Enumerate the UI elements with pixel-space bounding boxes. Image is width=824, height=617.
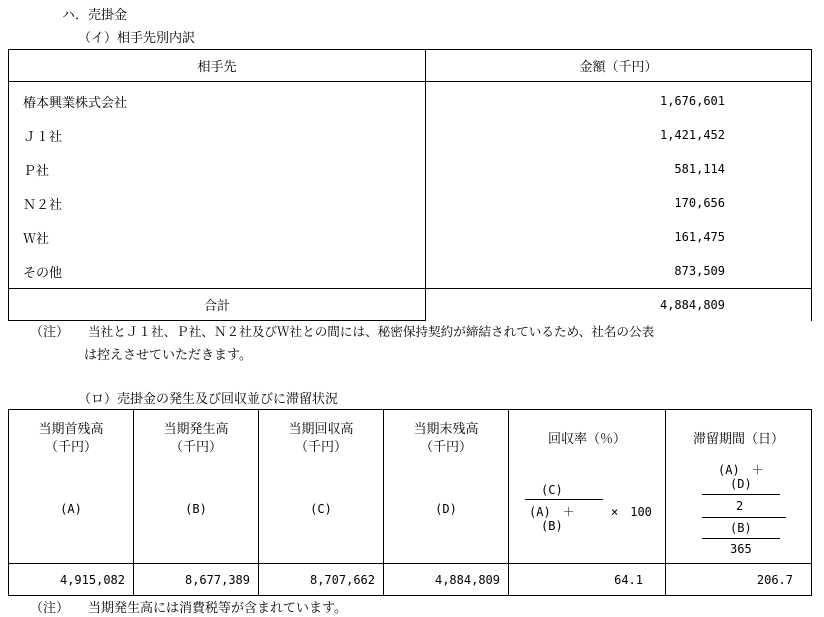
table-row xyxy=(9,186,812,220)
fraction-line xyxy=(702,494,780,495)
customer-name: その他 xyxy=(9,254,426,289)
collection-rate-cell xyxy=(509,410,666,564)
code-b: (B) xyxy=(185,502,207,516)
customer-name: 椿本興業株式会社 xyxy=(9,82,426,119)
section-title: ハ．売掛金 xyxy=(62,8,128,23)
note-label: （注） xyxy=(30,325,70,340)
unit-label: （千円） xyxy=(419,440,472,455)
total-label: 合計 xyxy=(9,289,426,321)
stay-period-cell xyxy=(666,410,812,564)
table-header-row xyxy=(9,410,812,564)
closing-balance-label: 当期末残高 xyxy=(413,422,479,437)
formula-two: 2 xyxy=(736,499,744,513)
formula-times-100: × 100 xyxy=(611,505,652,519)
fraction-line xyxy=(702,517,786,518)
receivable-status-table xyxy=(8,409,812,596)
code-a: (A) xyxy=(60,502,82,516)
total-amount: 4,884,809 xyxy=(426,289,812,321)
customer-amount: 581,114 xyxy=(426,152,812,186)
formula-denominator-1: (A) ＋ xyxy=(529,505,575,519)
customer-amount: 170,656 xyxy=(426,186,812,220)
opening-balance-label: 当期首残高 xyxy=(38,422,104,437)
customer-amount: 161,475 xyxy=(426,220,812,254)
customer-name: Ｐ社 xyxy=(9,152,426,186)
fraction-line xyxy=(702,538,780,539)
formula-top-2: (D) xyxy=(730,477,752,491)
opening-balance-value: 4,915,082 xyxy=(9,564,134,596)
code-c: (C) xyxy=(310,502,332,516)
generated-cell xyxy=(134,410,259,564)
customer-amount: 1,676,601 xyxy=(426,82,812,119)
stay-period-value: 206.7 xyxy=(666,564,812,596)
collection-rate-header: 回収率（％） xyxy=(547,432,626,447)
opening-balance-cell xyxy=(9,410,134,564)
customer-name: Ｗ社 xyxy=(9,220,426,254)
unit-label: （千円） xyxy=(44,440,97,455)
formula-top-1: (A) ＋ xyxy=(718,463,764,477)
subsection-title-breakdown: （イ）相手先別内訳 xyxy=(78,31,196,46)
note-text: 当期発生高には消費税等が含まれています。 xyxy=(88,601,347,616)
customer-name: Ｊ１社 xyxy=(9,118,426,152)
collected-label: 当期回収高 xyxy=(288,422,354,437)
formula-b: (B) xyxy=(730,521,752,535)
formula-numerator: (C) xyxy=(541,483,563,497)
table-row xyxy=(9,118,812,152)
generated-value: 8,677,389 xyxy=(134,564,259,596)
stay-period-header: 滞留期間（日） xyxy=(692,432,784,447)
values-row xyxy=(9,564,812,596)
table-header-row xyxy=(9,50,812,82)
unit-label: （千円） xyxy=(294,440,347,455)
closing-balance-value: 4,884,809 xyxy=(384,564,509,596)
formula-days: 365 xyxy=(730,542,752,556)
customer-amount: 1,421,452 xyxy=(426,118,812,152)
closing-balance-cell xyxy=(384,410,509,564)
code-d: (D) xyxy=(435,502,457,516)
customer-name: Ｎ２社 xyxy=(9,186,426,220)
formula-denominator-2: (B) xyxy=(541,519,563,533)
customer-breakdown-table xyxy=(8,49,812,321)
table-row xyxy=(9,220,812,254)
table-row xyxy=(9,152,812,186)
collection-rate-value: 64.1 xyxy=(509,564,666,596)
table-row xyxy=(9,254,812,289)
generated-label: 当期発生高 xyxy=(163,422,229,437)
customer-amount: 873,509 xyxy=(426,254,812,289)
subsection-title-status: （ロ）売掛金の発生及び回収並びに滞留状況 xyxy=(78,392,339,407)
total-row xyxy=(9,289,812,321)
table-row xyxy=(9,82,812,119)
fraction-line xyxy=(525,499,603,500)
collected-cell xyxy=(259,410,384,564)
header-amount: 金額（千円） xyxy=(426,50,812,82)
note-label: （注） xyxy=(30,601,70,616)
note-text-line1: 当社とＪ１社、Ｐ社、Ｎ２社及びＷ社との間には、秘密保持契約が締結されているため、社名の公表 xyxy=(88,324,655,339)
unit-label: （千円） xyxy=(169,440,222,455)
collected-value: 8,707,662 xyxy=(259,564,384,596)
header-customer: 相手先 xyxy=(9,50,426,82)
note-text-line2: は控えさせていただきます。 xyxy=(84,348,252,363)
